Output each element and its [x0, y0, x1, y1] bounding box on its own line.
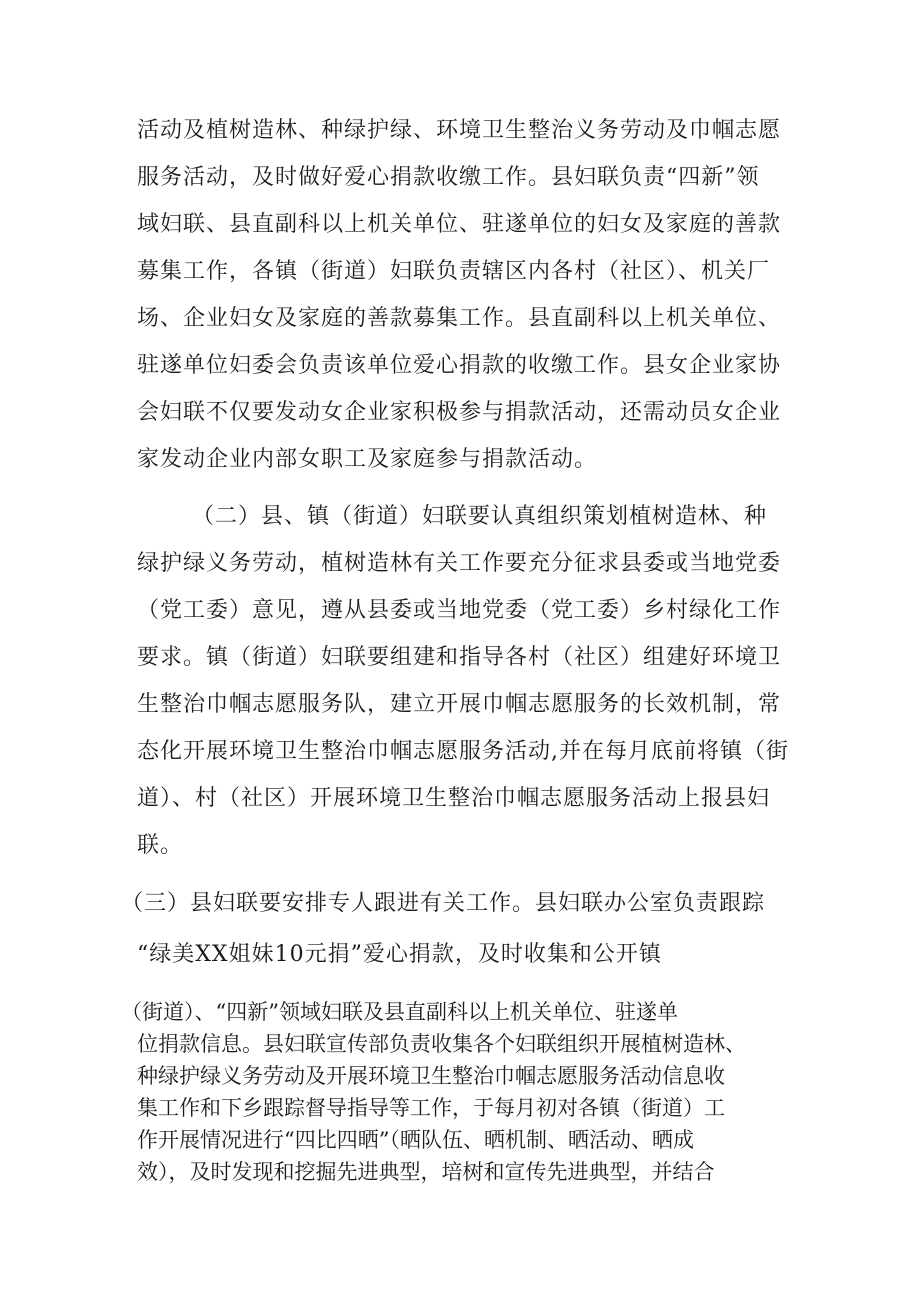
paragraph1-line-2: 服务活动，及时做好爱心捐款收缴工作。县妇联负责“四新”领: [137, 165, 760, 190]
paragraph4-line-1: （街道）、“四新”领域妇联及县直副科以上机关单位、驻遂单: [121, 1000, 678, 1024]
paragraph2-line-5: 生整治巾帼志愿服务队，建立开展巾帼志愿服务的长效机制，常: [137, 692, 782, 717]
paragraph4-line-2: 位捐款信息。县妇联宣传部负责收集各个妇联组织开展植树造林、: [137, 1032, 746, 1056]
paragraph4-line-3: 种绿护绿义务劳动及开展环境卫生整治巾帼志愿服务活动信息收: [137, 1064, 725, 1088]
paragraph2-line-4: 要求。镇（街道）妇联要组建和指导各村（社区）组建好环境卫: [137, 645, 782, 670]
paragraph3-line-2: “绿美XX姐妹10元捐”爱心捐款，及时收集和公开镇: [137, 942, 662, 967]
paragraph1-line-8: 家发动企业内部女职工及家庭参与捐款活动。: [137, 447, 598, 472]
paragraph2-line-6: 态化开展环境卫生整治巾帼志愿服务活动,并在每月底前将镇（街: [137, 739, 789, 764]
paragraph2-line-7: 道）、村（社区）开展环境卫生整治巾帼志愿服务活动上报县妇: [137, 786, 771, 811]
paragraph2-line-1: （二）县、镇（街道）妇联要认真组织策划植树造林、种: [192, 504, 768, 529]
paragraph2-line-8: 联。: [137, 833, 184, 858]
paragraph3-line-1: （三）县妇联要安排专人跟进有关工作。县妇联办公室负责跟踪: [121, 891, 766, 916]
paragraph1-line-3: 域妇联、县直副科以上机关单位、驻遂单位的妇女及家庭的善款: [137, 212, 782, 237]
paragraph1-line-6: 驻遂单位妇委会负责该单位爱心捐款的收缴工作。县女企业家协: [137, 353, 782, 378]
paragraph2-line-3: （党工委）意见，遵从县委或当地党委（党工委）乡村绿化工作: [137, 598, 782, 623]
paragraph2-line-2: 绿护绿义务劳动，植树造林有关工作要充分征求县委或当地党委: [137, 551, 782, 576]
paragraph1-line-1: 活动及植树造林、种绿护绿、环境卫生整治义务劳动及巾帼志愿: [137, 118, 782, 143]
paragraph4-line-5: 作开展情况进行“四比四晒”（晒队伍、晒机制、晒活动、晒成: [137, 1128, 694, 1152]
paragraph1-line-7: 会妇联不仅要发动女企业家积极参与捐款活动，还需动员女企业: [137, 400, 782, 425]
paragraph1-line-4: 募集工作，各镇（街道）妇联负责辖区内各村（社区）、机关厂: [137, 259, 771, 284]
paragraph4-line-4: 集工作和下乡跟踪督导指导等工作，于每月初对各镇（街道）工: [137, 1096, 725, 1120]
paragraph1-line-5: 场、企业妇女及家庭的善款募集工作。县直副科以上机关单位、: [137, 306, 782, 331]
paragraph4-line-6: 效），及时发现和挖掘先进典型，培树和宣传先进典型，并结合: [137, 1160, 715, 1184]
